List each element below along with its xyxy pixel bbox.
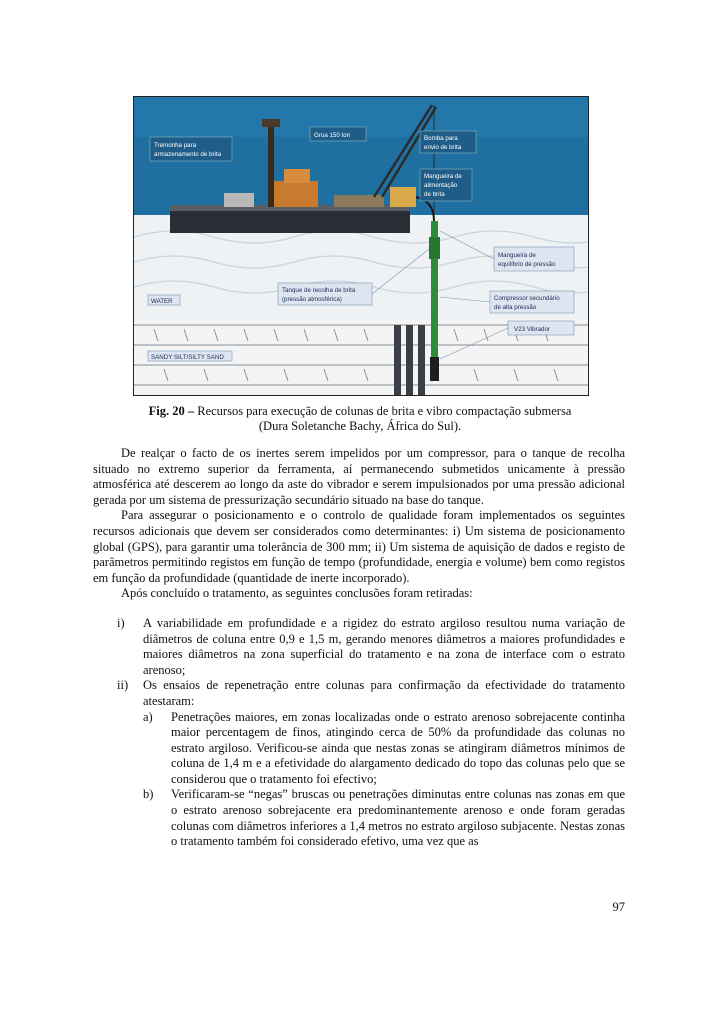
- list-item: [93, 616, 625, 678]
- sublist-item-text: Penetrações maiores, em zonas localizadas onde o estrato arenoso sobrejacente continha maior percentagem de finos, atingindo cerca de 50% da profundidade das colunas no estrato argiloso. Verificou-se ainda que nestas zonas se atingiram diâmetros mínimos de coluna de 1,4 m e a efetividade do alargamento dedicado do topo das colunas pelo que se considerou que o tratamento foi efectivo;: [171, 709, 625, 786]
- label-tanque-line2: (pressão atmosférica): [282, 296, 342, 303]
- sublist: [93, 710, 625, 850]
- figure-illustration: [133, 96, 589, 396]
- caption-line-1: [110, 404, 610, 419]
- label-compressor-line2: de alta pressão: [494, 304, 537, 311]
- label-water-text: WATER: [151, 298, 173, 305]
- label-tremonha: [150, 137, 232, 161]
- label-vibrador-text: V23 Vibrador: [514, 326, 551, 333]
- label-mangueira-alimentacao: [420, 169, 472, 201]
- label-mangueira-alim-line1: Mangueira de: [424, 173, 462, 180]
- caption-fig-label: Fig. 20 –: [148, 404, 195, 418]
- list-item-number: i): [117, 615, 125, 630]
- label-mangueira-alim-line3: de brita: [424, 191, 445, 198]
- list-item: [93, 678, 625, 709]
- caption-text-1: Recursos para execução de colunas de brita e vibro compactação submersa: [194, 404, 572, 418]
- label-soil: [148, 351, 232, 361]
- label-compressor-line1: Compressor secundário: [494, 295, 560, 302]
- list-item-number: ii): [117, 678, 129, 693]
- sublist-item: [93, 710, 625, 788]
- label-mangueira-eq-line1: Mangueira de: [498, 252, 536, 259]
- figure-caption: [110, 404, 610, 434]
- label-bomba-line1: Bomba para: [424, 135, 458, 142]
- body-text: [93, 446, 625, 850]
- caption-line-2: (Dura Soletanche Bachy, África do Sul).: [258, 419, 462, 433]
- paragraph-2: Para assegurar o posicionamento e o controlo de qualidade foram implementados os seguintes recursos adicionais que devem ser considerados como determinantes: i) Um sistema de posicionamento global (GPS), para garantir uma tolerância de 300 mm; ii) Um sistema de aquisição de dados e registo de parâmetros permitindo registos em função de tempo (profundidade, energia e volume) bem como registos em função da profundidade (quantidade de inerte incorporado).: [93, 508, 625, 585]
- label-tremonha-line2: armazenamento de brita: [154, 151, 222, 158]
- label-tanque-line1: Tanque de recolha de brita: [282, 287, 356, 294]
- label-mangueira-alim-line2: alimentação: [424, 182, 458, 189]
- label-grua: [310, 127, 366, 141]
- paragraph-1: De realçar o facto de os inertes serem impelidos por um compressor, para o tanque de recolha situado no extremo superior da ferramenta, aí permanecendo submetidos unicamente à pressão atmosférica até descerem ao longo da aste do vibrador e serem impulsionados por uma pressão adicional gerada por um sistema de pressurização secundário situado na base do tanque.: [93, 446, 625, 507]
- sublist-item-letter: b): [143, 787, 154, 802]
- sublist-item-letter: a): [143, 709, 153, 724]
- label-bomba: [420, 131, 476, 153]
- label-soil-text: SANDY SILT/SILTY SAND: [151, 354, 224, 361]
- stone-columns: [394, 325, 425, 395]
- label-grua-text: Grua 150 ton: [314, 132, 351, 139]
- label-bomba-line2: envio de brita: [424, 144, 462, 151]
- conclusions-list: [93, 616, 625, 850]
- page-number: 97: [612, 900, 625, 914]
- paragraph-3: Após concluído o tratamento, as seguintes conclusões foram retiradas:: [121, 586, 473, 601]
- label-mangueira-eq-line2: equilíbrio de pressão: [498, 261, 556, 268]
- list-item-text: Os ensaios de repenetração entre colunas para confirmação da efectividade do tratamento atestaram:: [143, 678, 625, 708]
- label-water: [148, 295, 180, 305]
- sublist-item-text: Verificaram-se “negas” bruscas ou penetrações diminutas entre colunas nas zonas em que o estrato arenoso sobrejacente era predominantemente arenoso e onde foram geradas colunas com diâmetros inferiores a 1,4 metros no estrato argiloso subjacente. Nestas zonas o tratamento também foi considerado efetivo, uma vez que as: [171, 787, 625, 849]
- sublist-item: [93, 787, 625, 849]
- list-item-text: A variabilidade em profundidade e a rigidez do estrato argiloso resultou numa variação de diâmetros de coluna entre 0,9 e 1,5 m, gerando menores diâmetros a maiores profundidades e maiores diâmetros na zona superficial do tratamento e na zona de interface com o estrato arenoso;: [143, 615, 625, 677]
- label-tremonha-line1: Tremonha para: [154, 142, 197, 149]
